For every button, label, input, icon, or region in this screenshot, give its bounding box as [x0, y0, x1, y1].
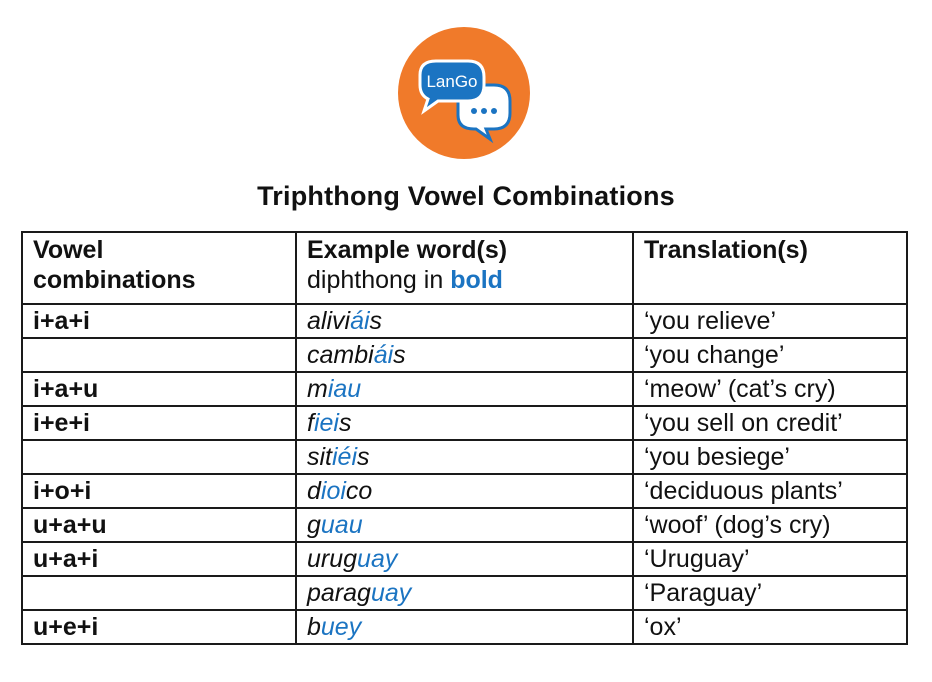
translation-cell: ‘Uruguay’	[633, 542, 907, 576]
table-row	[22, 304, 907, 338]
header-col2-bold-word: bold	[450, 266, 503, 294]
translation-cell: ‘deciduous plants’	[633, 474, 907, 508]
header-col1-line2: combinations	[33, 266, 196, 294]
example-word-triphthong: ái	[350, 307, 370, 335]
example-word-plain-end: co	[345, 477, 373, 505]
header-col2-prefix: diphthong in	[307, 266, 444, 294]
vowel-combination-cell	[22, 338, 296, 372]
translation-cell: ‘you relieve’	[633, 304, 907, 338]
example-word-cell	[296, 304, 633, 338]
example-word-plain-start: urug	[307, 545, 358, 573]
header-col1-line1: Vowel	[33, 236, 104, 264]
example-word-plain-start: g	[307, 511, 321, 539]
example-word-triphthong: uau	[320, 511, 363, 539]
example-word-plain-end: s	[338, 409, 352, 437]
table-row	[22, 610, 907, 644]
example-word-plain-end: s	[393, 341, 406, 369]
example-word-triphthong: iei	[313, 409, 339, 437]
example-word-plain-start: m	[307, 375, 328, 403]
vowel-combination-cell: i+o+i	[22, 474, 296, 508]
example-word-triphthong: iéi	[332, 443, 358, 471]
example-word-cell	[296, 372, 633, 406]
header-example-words	[296, 232, 633, 304]
vowel-combination-cell: u+a+i	[22, 542, 296, 576]
example-word-plain-start: d	[307, 477, 321, 505]
header-vowel-combinations	[22, 232, 296, 304]
translation-cell: ‘you change’	[633, 338, 907, 372]
example-word-cell	[296, 508, 633, 542]
header-col2-line2	[307, 265, 622, 295]
example-word-plain-start: cambi	[307, 341, 374, 369]
example-word-plain-start: alivi	[307, 307, 351, 335]
vowel-combination-cell: u+e+i	[22, 610, 296, 644]
translation-cell: ‘woof’ (dog’s cry)	[633, 508, 907, 542]
vowel-combination-cell: i+a+u	[22, 372, 296, 406]
example-word-triphthong: iau	[327, 375, 362, 403]
example-word-plain-start: sit	[307, 443, 332, 471]
lango-logo	[398, 27, 530, 159]
triphthong-table	[21, 231, 908, 645]
page-title: Triphthong Vowel Combinations	[257, 181, 675, 211]
example-word-triphthong: uey	[320, 613, 362, 641]
vowel-combination-cell: u+a+u	[22, 508, 296, 542]
example-word-cell	[296, 338, 633, 372]
example-word-triphthong: uay	[357, 545, 398, 573]
table-row	[22, 406, 907, 440]
example-word-cell	[296, 406, 633, 440]
example-word-triphthong: ái	[373, 341, 394, 369]
header-col2-line1: Example word(s)	[307, 236, 508, 264]
example-word-triphthong: ioi	[320, 477, 346, 505]
example-word-cell	[296, 610, 633, 644]
example-word-cell	[296, 576, 633, 610]
table-row	[22, 542, 907, 576]
header-translations	[633, 232, 907, 304]
example-word-plain-start: parag	[307, 579, 371, 607]
translation-cell: ‘you sell on credit’	[633, 406, 907, 440]
translation-cell: ‘you besiege’	[633, 440, 907, 474]
logo-text: LanGo	[426, 72, 478, 91]
example-word-plain-start: f	[307, 409, 314, 437]
table-row	[22, 508, 907, 542]
example-word-plain-end: s	[357, 443, 370, 471]
vowel-combination-cell	[22, 440, 296, 474]
vowel-combination-cell: i+a+i	[22, 304, 296, 338]
table-row	[22, 474, 907, 508]
example-word-cell	[296, 542, 633, 576]
header-col3: Translation(s)	[644, 236, 808, 264]
translation-cell: ‘Paraguay’	[633, 576, 907, 610]
example-word-cell	[296, 474, 633, 508]
example-word-plain-end: s	[369, 307, 383, 335]
translation-cell: ‘meow’ (cat’s cry)	[633, 372, 907, 406]
table-row	[22, 372, 907, 406]
vowel-combination-cell: i+e+i	[22, 406, 296, 440]
vowel-combination-cell	[22, 576, 296, 610]
example-word-cell	[296, 440, 633, 474]
translation-cell: ‘ox’	[633, 610, 907, 644]
example-word-plain-start: b	[307, 613, 321, 641]
table-row	[22, 576, 907, 610]
header-row	[22, 232, 907, 304]
table-row	[22, 338, 907, 372]
example-word-triphthong: uay	[370, 579, 412, 607]
table-row	[22, 440, 907, 474]
